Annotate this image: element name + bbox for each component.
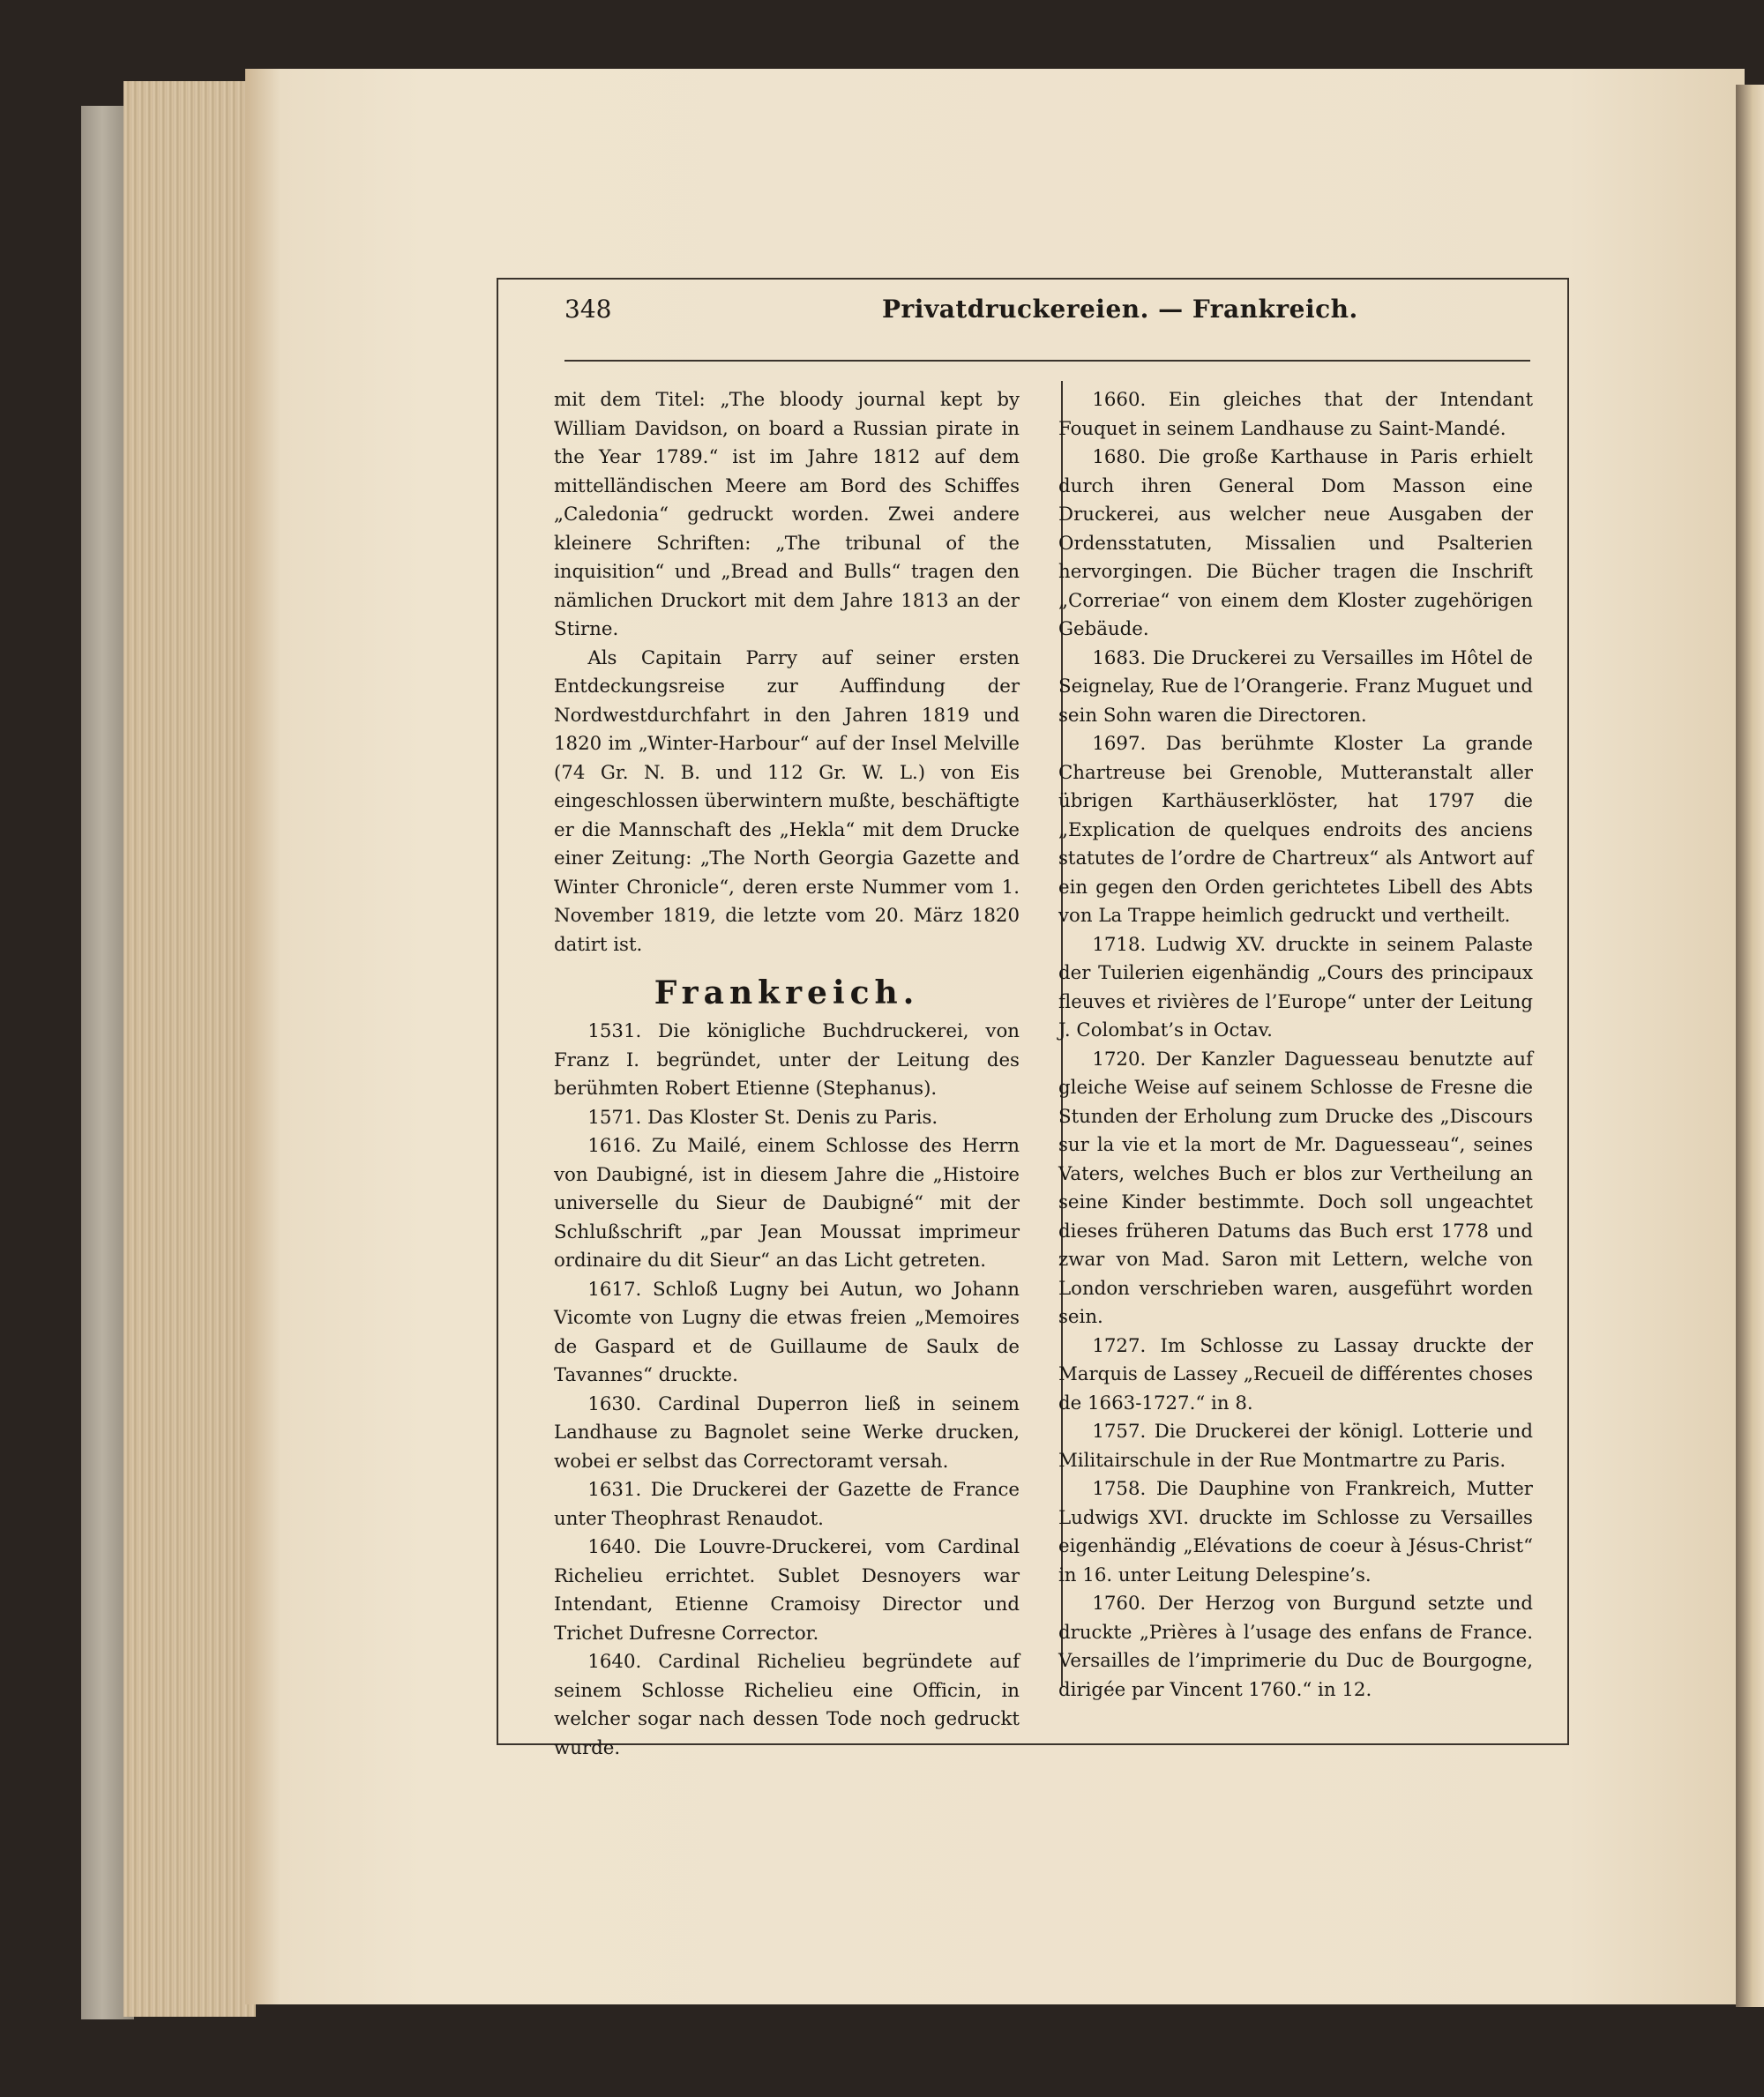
entry: 1640. Die Louvre-Druckerei, vom Cardinal Richelieu errichtet. Sublet Desnoyers war Intendant, Etienne Cramoisy Director und Trichet Dufresne Corrector. (554, 1536, 1020, 1645)
entry: 1727. Im Schlosse zu Lassay druckte der Marquis de Lassey „Recueil de différentes choses de 1663-1727.“ in 8. (1058, 1334, 1533, 1414)
entry: 1616. Zu Mailé, einem Schlosse des Herrn von Daubigné, ist in diesem Jahre die „Histoire universelle du Sieur de Daubigné“ mit der Schlußschrift „par Jean Moussat imprimeur ordinaire du dit Sieur“ an das Licht getreten. (554, 1135, 1020, 1272)
entry: 1680. Die große Karthause in Paris erhielt durch ihren General Dom Masson eine Druckerei, aus welcher neue Ausgaben der Ordensstatuten, Missalien und Psalterien hervorgingen. Die Bücher tragen die Inschrift „Correriae“ von einem dem Kloster zugehörigen Gebäude. (1058, 446, 1533, 640)
entry: 1571. Das Kloster St. Denis zu Paris. (587, 1106, 938, 1129)
paragraph: mit dem Titel: „The bloody journal kept by William Davidson, on board a Russian pirate in the Year 1789.“ ist im Jahre 1812 auf dem mittelländischen Meere am Bord des Schiffes „Caledonia“ gedruckt worden. Zwei andere kleinere Schriften: „The tribunal of the inquisition“ und „Bread and Bulls“ tragen den nämlichen Druckort mit dem Jahre 1813 an der Stirne. (554, 389, 1020, 640)
header-rule (564, 360, 1530, 362)
entry: 1683. Die Druckerei zu Versailles im Hôtel de Seignelay, Rue de l’Orangerie. Franz Muguet und sein Sohn waren die Directoren. (1058, 646, 1533, 727)
section-title: Frankreich. (654, 974, 920, 1011)
page-number: 348 (564, 295, 612, 324)
entry: 1718. Ludwig XV. druckte in seinem Palaste der Tuilerien eigenhändig „Cours des principaux fleuves et rivières de l’Europe“ unter der Leitung J. Colombat’s in Octav. (1058, 933, 1533, 1041)
entry: 1630. Cardinal Duperron ließ in seinem Landhause zu Bagnolet seine Werke drucken, wobei er selbst das Correctoramt versah. (554, 1392, 1020, 1473)
entry: 1660. Ein gleiches that der Intendant Fouquet in seinem Landhause zu Saint-Mandé. (1058, 389, 1533, 440)
page-header (564, 293, 1530, 332)
entry: 1720. Der Kanzler Daguesseau benutzte auf gleiche Weise auf seinem Schlosse de Fresne die Stunden der Erholung zum Drucke des „Discours sur la vie et la mort de Mr. Daguesseau“, seines Vaters, welches Buch er blos zur Vertheilung an seine Kinder bestimmte. Doch soll ungeachtet dieses früheren Datums das Buch erst 1778 und zwar von Mad. Saron mit Lettern, welche von London verschrieben waren, ausgeführt worden sein. (1058, 1048, 1533, 1328)
entry: 1640. Cardinal Richelieu begründete auf seinem Schlosse Richelieu eine Officin, in welcher sogar nach dessen Tode noch gedruckt wurde. (554, 1651, 1020, 1759)
entry: 1631. Die Druckerei der Gazette de France unter Theophrast Renaudot. (554, 1479, 1020, 1530)
entry: 1757. Die Druckerei der königl. Lotterie und Militairschule in der Rue Montmartre zu Paris. (1058, 1421, 1533, 1472)
left-column (554, 386, 1020, 1763)
entry: 1697. Das berühmte Kloster La grande Chartreuse bei Grenoble, Mutteranstalt aller übrigen Karthäuserklöster, hat 1797 die „Explication de quelques endroits des anciens statutes de l’ordre de Chartreux“ als Antwort auf ein gegen den Orden gerichtetes Libell des Abts von La Trappe heimlich gedruckt und vertheilt. (1058, 733, 1533, 927)
entry: 1760. Der Herzog von Burgund setzte und druckte „Prières à l’usage des enfans de France. Versailles de l’imprimerie du Duc de Bourgogne, dirigée par Vincent 1760.“ in 12. (1058, 1593, 1533, 1701)
entry: 1617. Schloß Lugny bei Autun, wo Johann Vicomte von Lugny die etwas freien „Memoires de Gaspard et de Guillaume de Saulx de Tavannes“ druckte. (554, 1278, 1020, 1386)
running-title: Privatdruckereien. — Frankreich. (882, 295, 1358, 324)
paragraph: Als Capitain Parry auf seiner ersten Entdeckungsreise zur Auffindung der Nordwestdurchfahrt in den Jahren 1819 und 1820 im „Winter-Harbour“ auf der Insel Melville (74 Gr. N. B. und 112 Gr. W. L.) von Eis eingeschlossen überwintern mußte, beschäftigte er die Mannschaft des „Hekla“ mit dem Drucke einer Zeitung: „The North Georgia Gazette and Winter Chronicle“, deren erste Nummer vom 1. November 1819, die letzte vom 20. März 1820 datirt ist. (554, 646, 1020, 956)
facing-page-edge (1736, 85, 1764, 2007)
page-stack-edge (123, 81, 256, 2017)
right-column (1058, 386, 1533, 1705)
entry: 1758. Die Dauphine von Frankreich, Mutter Ludwigs XVI. druckte im Schlosse zu Versailles eigenhändig „Elévations de coeur à Jésus-Christ“ in 16. unter Leitung Delespine’s. (1058, 1478, 1533, 1586)
entry: 1531. Die königliche Buchdruckerei, von Franz I. begründet, unter der Leitung des berühmten Robert Etienne (Stephanus). (554, 1020, 1020, 1100)
